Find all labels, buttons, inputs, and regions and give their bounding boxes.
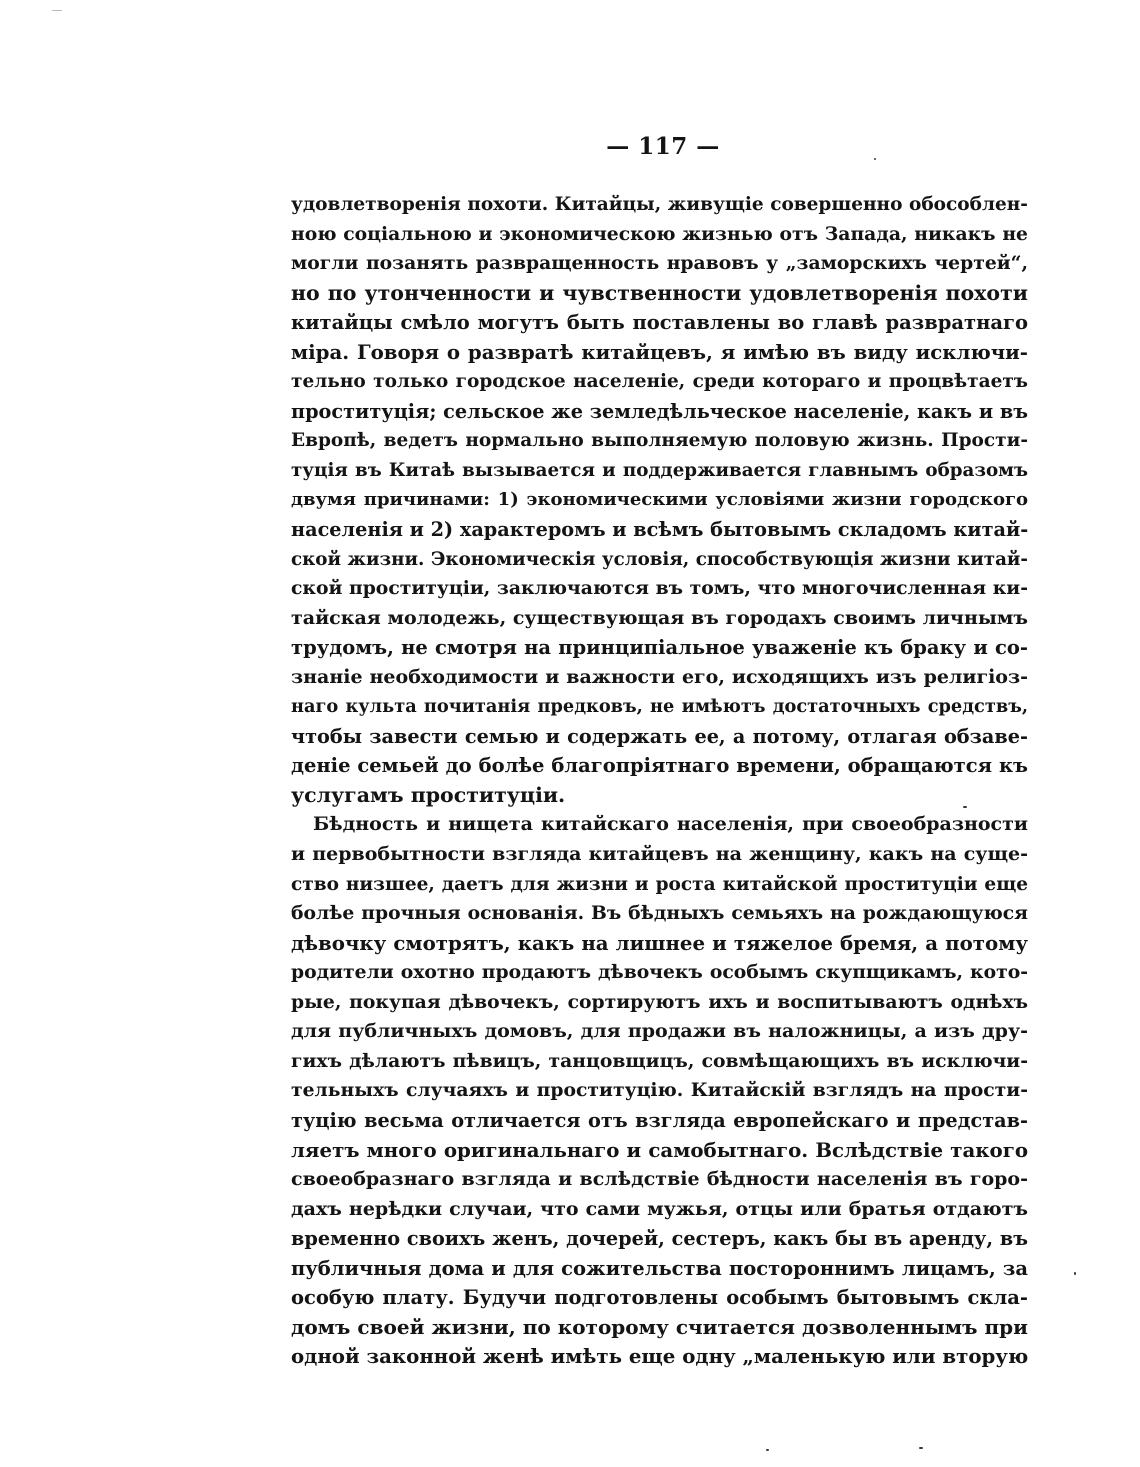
text-line: временно своихъ женъ, дочерей, сестеръ, какъ бы въ аренду, въ [291, 1227, 1028, 1251]
body-text [291, 190, 1028, 1372]
scan-speck [1074, 1272, 1076, 1275]
text-line: ляетъ много оригинальнаго и самобытнаго. Вслѣдствіе такого [291, 1137, 1028, 1162]
text-line: Европѣ, ведетъ нормально выполняемую половую жизнь. Прости- [291, 430, 1028, 452]
text-line: проституція; сельское же земледѣльческое населеніе, какъ и въ [291, 399, 1028, 423]
text-line: ской жизни. Экономическія условія, способствующія жизни китай- [291, 548, 1028, 570]
text-line: могли позанять развращенность нравовъ у „заморскихъ чертей“, [291, 252, 1028, 275]
text-line: ною соціальною и экономическою жизнью отъ Запада, никакъ не [291, 222, 1028, 245]
text-line: деніе семьей до болѣе благопріятнаго времени, обращаются къ [291, 754, 1028, 778]
text-line: китайцы смѣло могутъ быть поставлены во главѣ развратнаго [291, 311, 1028, 335]
text-line: домъ своей жизни, по которому считается дозволеннымъ при [291, 1314, 1028, 1339]
text-line: особую плату. Будучи подготовлены особымъ бытовымъ скла- [291, 1286, 1028, 1310]
scan-speck [963, 806, 967, 808]
text-line: гихъ дѣлаютъ пѣвицъ, танцовщицъ, совмѣщающихъ въ исключи- [291, 1049, 1028, 1072]
text-line: одной законной женѣ имѣть еще одну „маленькую или вторую [291, 1344, 1028, 1369]
text-line: и первобытности взгляда китайцевъ на женщину, какъ на суще- [291, 843, 1028, 866]
scan-speck [766, 1449, 769, 1451]
text-line: тельно только городское населеніе, среди котораго и процвѣтаетъ [291, 371, 1028, 393]
page-number: — 117 — [606, 133, 720, 160]
text-line: наго культа почитанія предковъ, не имѣютъ достаточныхъ средствъ, [291, 696, 1028, 718]
text-line: двумя причинами: 1) экономическими условіями жизни городского [291, 489, 1028, 511]
text-line: міра. Говоря о развратѣ китайцевъ, я имѣю въ виду исключи- [291, 339, 1028, 364]
scan-speck [874, 158, 876, 160]
text-line: своеобразнаго взгляда и вслѣдствіе бѣдности населенія въ горо- [291, 1168, 1028, 1191]
scan-speck [919, 1447, 923, 1449]
text-line: тайская молодежь, существующая въ городахъ своимъ личнымъ [291, 606, 1028, 629]
text-line: родители охотно продаютъ дѣвочекъ особымъ скупщикамъ, кото- [291, 961, 1028, 984]
text-line: дѣвочку смотрятъ, какъ на лишнее и тяжелое бремя, а потому [291, 930, 1028, 955]
text-line: чтобы завести семью и содержать ее, а потому, отлагая обзаве- [291, 724, 1028, 748]
text-line: дахъ нерѣдки случаи, что сами мужья, отцы или братья отдаютъ [291, 1197, 1028, 1220]
text-line: для публичныхъ домовъ, для продажи въ наложницы, а изъ дру- [291, 1020, 1028, 1043]
text-line: Бѣдность и нищета китайскаго населенія, при своеобразности [313, 813, 1028, 836]
text-line: рые, покупая дѣвочекъ, сортируютъ ихъ и воспитываютъ однѣхъ [291, 990, 1028, 1013]
text-line: болѣе прочныя основанія. Въ бѣдныхъ семьяхъ на рождающуюся [291, 902, 1028, 925]
text-line: знаніе необходимости и важности его, исходящихъ изъ религіоз- [291, 665, 1028, 688]
text-line: но по утонченности и чувственности удовлетворенія похоти [291, 280, 1028, 305]
text-line: тельныхъ случаяхъ и проституцію. Китайскій взглядъ на прости- [291, 1079, 1028, 1102]
text-line: ство низшее, даетъ для жизни и роста китайской проституціи еще [291, 873, 1028, 895]
text-line: удовлетворенія похоти. Китайцы, живущіе совершенно обособлен- [291, 194, 1028, 215]
text-line: трудомъ, не смотря на принципіальное уваженіе къ браку и со- [291, 636, 1028, 660]
text-line: туція въ Китаѣ вызывается и поддерживается главнымъ образомъ [291, 459, 1028, 481]
text-line: услугамъ проституціи. [291, 782, 566, 807]
text-line: населенія и 2) характеромъ и всѣмъ бытовымъ складомъ китай- [291, 518, 1028, 542]
scan-speck [52, 10, 62, 11]
text-line: ской проституціи, заключаются въ томъ, что многочисленная ки- [291, 577, 1028, 600]
text-line: туцію весьма отличается отъ взгляда европейскаго и представ- [291, 1108, 1028, 1132]
text-line: публичныя дома и для сожительства постороннимъ лицамъ, за [291, 1256, 1028, 1280]
